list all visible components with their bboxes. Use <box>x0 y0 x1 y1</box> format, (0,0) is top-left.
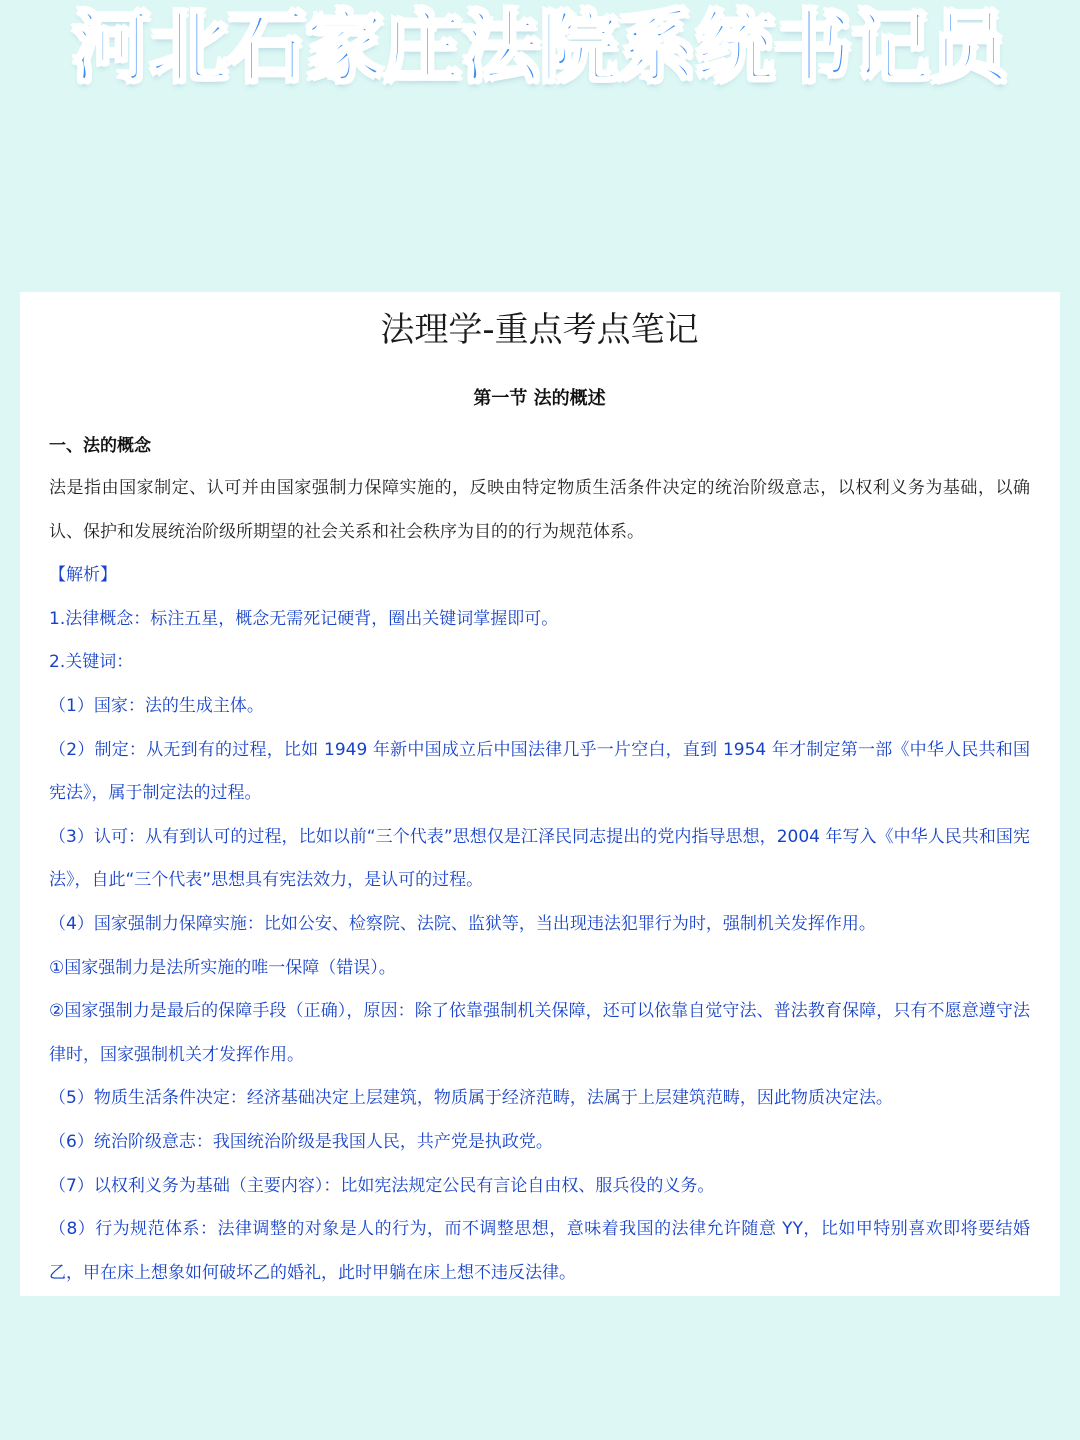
note-rights-duties: （7）以权利义务为基础（主要内容）：比如宪法规定公民有言论自由权、服兵役的义务。 <box>49 1175 715 1196</box>
analysis-label: 【解析】 <box>49 565 117 586</box>
section-title: 第一节 法的概述 <box>473 388 606 409</box>
document-title: 法理学-重点考点笔记 <box>380 310 699 350</box>
note-state: （1）国家：法的生成主体。 <box>49 695 264 716</box>
note-coercive-power: （4）国家强制力保障实施：比如公安、检察院、法院、监狱等，当出现违法犯罪行为时，强制机关发挥作用。 <box>49 913 876 934</box>
note-recognition: （3）认可：从有到认可的过程，比如以前“三个代表”思想仅是江泽民同志提出的党内指导思想，2004 年写入《中华人民共和国宪法》，自此“三个代表”思想具有宪法效力，是认可的过程。 <box>49 826 1030 891</box>
concept-heading: 一、法的概念 <box>49 436 151 456</box>
note-ruling-class-will: （6）统治阶级意志：我国统治阶级是我国人民，共产党是执政党。 <box>49 1131 553 1152</box>
banner <box>0 0 1080 110</box>
banner-title: 河北石家庄法院系统书记员 <box>71 3 1008 93</box>
note-coercive-power-right: ②国家强制力是最后的保障手段（正确），原因：除了依靠强制机关保障，还可以依靠自觉守法、普法教育保障，只有不愿意遵守法律时，国家强制机关才发挥作用。 <box>49 1001 1030 1065</box>
definition-paragraph: 法是指由国家制定、认可并由国家强制力保障实施的，反映由特定物质生活条件决定的统治阶级意志，以权利义务为基础，以确认、保护和发展统治阶级所期望的社会关系和社会秩序为目的的行为规范体系。 <box>49 478 1030 542</box>
note-keywords: 2.关键词： <box>49 652 134 673</box>
note-enactment: （2）制定：从无到有的过程，比如 1949 年新中国成立后中国法律几乎一片空白，直到 1954 年才制定第一部《中华人民共和国宪法》，属于制定法的过程。 <box>49 739 1030 804</box>
note-coercive-power-wrong: ①国家强制力是法所实施的唯一保障（错误）。 <box>49 957 396 978</box>
document-page <box>20 292 1060 1296</box>
note-material-conditions: （5）物质生活条件决定：经济基础决定上层建筑，物质属于经济范畴，法属于上层建筑范畴，因此物质决定法。 <box>49 1088 893 1109</box>
note-concept: 1.法律概念：标注五星，概念无需死记硬背，圈出关键词掌握即可。 <box>49 608 559 629</box>
note-norm-system: （8）行为规范体系：法律调整的对象是人的行为，而不调整思想，意味着我国的法律允许随意 YY，比如甲特别喜欢即将要结婚乙，甲在床上想象如何破坏乙的婚礼，此时甲躺在床上想不违反法律。 <box>49 1219 1030 1283</box>
